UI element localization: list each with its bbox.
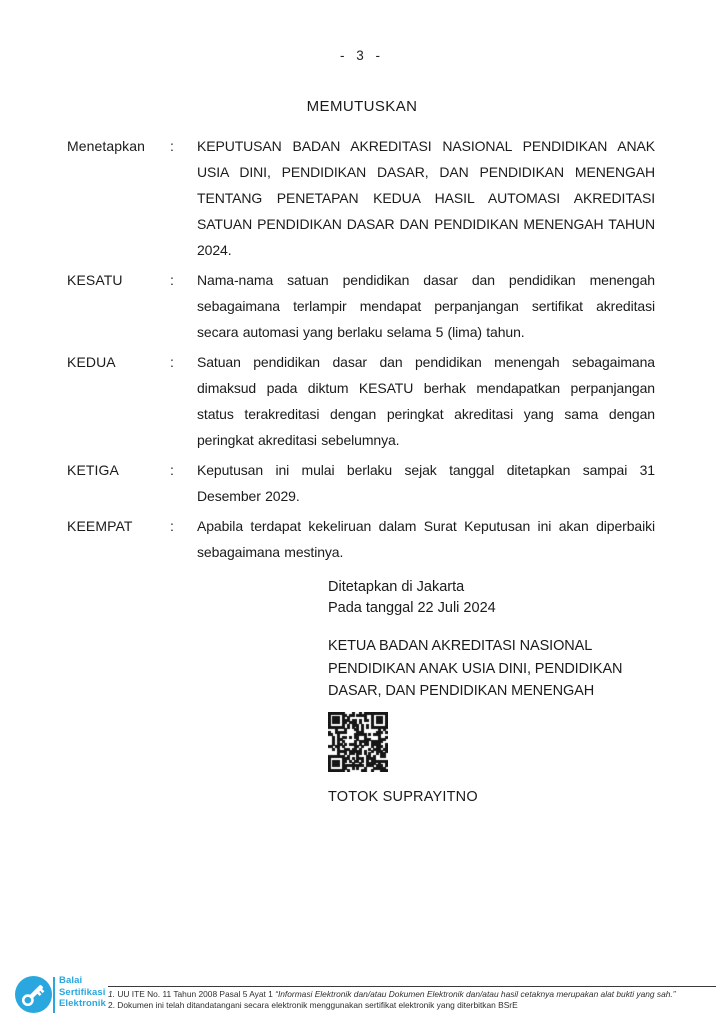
- footnote-rule: [108, 986, 716, 987]
- decree-item-kedua: [67, 349, 655, 453]
- logo-text-line: Balai: [59, 975, 83, 986]
- signature-block: [328, 577, 658, 807]
- decree-item-text: Nama-nama satuan pendidikan dasar dan pendidikan menengah sebagaimana terlampir mendapat perpanjangan sertifikat akreditasi secara automasi yang berlaku selama 5 (lima) tahun.: [197, 272, 655, 340]
- decree-body: [67, 133, 655, 565]
- footnote-2: 2. Dokumen ini telah ditandatangani secara elektronik menggunakan sertifikat elektronik yang diterbitkan BSrE: [108, 999, 518, 1010]
- footnote-1: 1. UU ITE No. 11 Tahun 2008 Pasal 5 Ayat 1 “Informasi Elektronik dan/atau Dokumen Elektronik dan/atau hasil cetaknya merupakan alat bukti yang sah.”: [108, 989, 676, 999]
- signer-title-line: KETUA BADAN AKREDITASI NASIONAL: [328, 638, 593, 654]
- decree-item-ketiga: [67, 457, 655, 509]
- bsre-logo-icon: [15, 976, 52, 1013]
- decree-item-text: Satuan pendidikan dasar dan pendidikan menengah sebagaimana dimaksud pada diktum KESATU berhak mendapatkan perpanjangan status terakreditasi dengan peringkat akreditasi yang sama dengan peringkat akreditasi sebelumnya.: [197, 354, 655, 448]
- signer-title-line: DASAR, DAN PENDIDIKAN MENENGAH: [328, 683, 595, 699]
- decree-item-label: KEDUA: [67, 354, 116, 370]
- decree-item-label: KETIGA: [67, 462, 119, 478]
- decree-item-colon: :: [170, 138, 174, 154]
- logo-divider: [53, 977, 55, 1013]
- decree-item-colon: :: [170, 462, 174, 478]
- decree-item-colon: :: [170, 518, 174, 534]
- signature-date-line: Pada tanggal 22 Juli 2024: [328, 600, 496, 616]
- page-number: - 3 -: [339, 48, 384, 63]
- decree-item-text: KEPUTUSAN BADAN AKREDITASI NASIONAL PENDIDIKAN ANAK USIA DINI, PENDIDIKAN DASAR, DAN PENDIDIKAN MENENGAH TENTANG PENETAPAN KEDUA HASIL AUTOMASI AKREDITASI SATUAN PENDIDIKAN DASAR DAN PENDIDIKAN MENENGAH TAHUN 2024.: [197, 138, 655, 258]
- footnotes: [108, 986, 716, 1011]
- signature-place-line: Ditetapkan di Jakarta: [328, 579, 465, 595]
- decree-item-label: KESATU: [67, 272, 123, 288]
- decree-item-label: KEEMPAT: [67, 518, 133, 534]
- decree-item-colon: :: [170, 354, 174, 370]
- decree-item-label: Menetapkan: [67, 138, 146, 154]
- logo-text-line: Sertifikasi: [59, 986, 106, 998]
- signer-title-line: PENDIDIKAN ANAK USIA DINI, PENDIDIKAN: [328, 660, 623, 677]
- footer: [0, 962, 724, 1024]
- decree-item-text: Keputusan ini mulai berlaku sejak tanggal ditetapkan sampai 31 Desember 2029.: [197, 462, 655, 504]
- decree-item-menetapkan: [67, 133, 655, 263]
- decree-item-keempat: [67, 513, 655, 565]
- signer-name: TOTOK SUPRAYITNO: [328, 788, 478, 805]
- decree-item-colon: :: [170, 272, 174, 288]
- decree-item-kesatu: [67, 267, 655, 345]
- decision-heading: MEMUTUSKAN: [306, 98, 418, 115]
- decree-item-text: Apabila terdapat kekeliruan dalam Surat Keputusan ini akan diperbaiki sebagaimana mestinya.: [197, 518, 655, 560]
- qr-code: [328, 712, 388, 772]
- bsre-logo-text: [59, 975, 106, 1010]
- logo-text-line: Elektronik: [59, 998, 106, 1009]
- signer-title: [328, 635, 658, 703]
